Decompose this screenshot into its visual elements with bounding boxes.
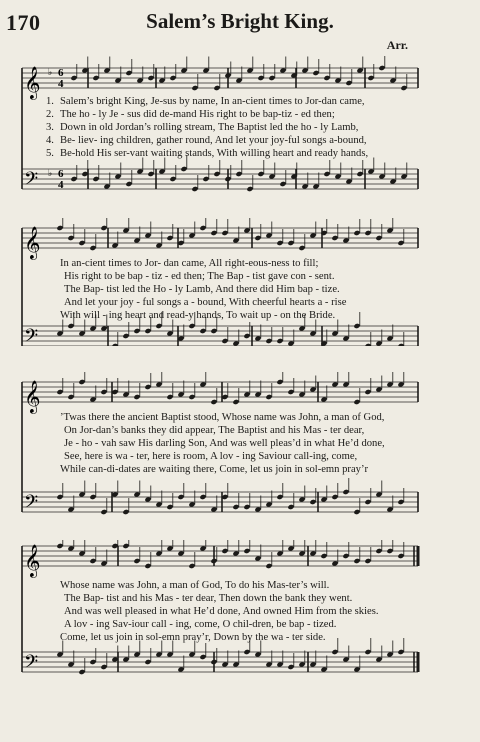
hymn-title: Salem’s Bright King. bbox=[146, 9, 334, 33]
verse-number: 2. bbox=[46, 109, 54, 120]
verse-text: Be- liev- ing children, gather round, And let your joy-ful songs a-bound, bbox=[60, 135, 367, 146]
lyric-line bbox=[60, 412, 384, 424]
verse-text: Come, let us join in sol-emn pray’r, Down by the wa - ter side. bbox=[60, 632, 326, 643]
verse-number: 3. bbox=[46, 122, 54, 133]
lyric-line bbox=[60, 258, 318, 270]
key-flat-icon: ♭ bbox=[48, 68, 53, 78]
lyric-line bbox=[60, 632, 326, 644]
lyric-line bbox=[64, 438, 385, 450]
verse-text: And was well pleased in what He’d done, And owned Him from the skies. bbox=[64, 606, 379, 617]
bass-clef-icon: 𝄢 bbox=[24, 169, 39, 194]
verse-number: 1. bbox=[46, 96, 54, 107]
lyric-line bbox=[64, 619, 336, 631]
lyric-line bbox=[60, 310, 335, 322]
verse-text: Salem’s bright King, Je-sus by name, In an-cient times to Jor-dan came, bbox=[60, 96, 365, 107]
verse-text: Whose name was John, a man of God, To do his Mas-ter’s will. bbox=[60, 580, 330, 591]
verse-text: And let your joy - ful songs a - bound, With cheerful hearts a - rise bbox=[64, 297, 347, 308]
bass-clef-icon: 𝄢 bbox=[24, 652, 39, 677]
lyric-line bbox=[64, 451, 357, 463]
lyric-line bbox=[46, 148, 368, 160]
time-signature-top: 6 bbox=[58, 168, 64, 180]
verse-text: In an-cient times to Jor- dan came, All right-eous-ness to fill; bbox=[60, 258, 319, 269]
verse-text: ’Twas there the ancient Baptist stood, Whose name was John, a man of God, bbox=[60, 412, 385, 423]
lyric-line bbox=[64, 284, 340, 296]
treble-clef-icon: 𝄞 bbox=[24, 544, 41, 577]
bass-staff bbox=[22, 326, 418, 346]
verse-text: Je - ho - vah saw His darling Son, And was well pleas’d in what He’d done, bbox=[64, 438, 385, 449]
arranger-credit: Arr. bbox=[386, 38, 408, 52]
time-signature-bottom: 4 bbox=[58, 78, 64, 90]
bass-clef-icon: 𝄢 bbox=[24, 492, 39, 517]
verse-number: 5. bbox=[46, 148, 54, 159]
treble-clef-icon: 𝄞 bbox=[24, 226, 41, 259]
verse-text: While can-di-dates are waiting there, Come, let us join in sol-emn pray’r bbox=[60, 464, 368, 475]
verse-text: See, here is wa - ter, here is room, A lov - ing Saviour call-ing, come, bbox=[64, 451, 358, 462]
lyric-line bbox=[46, 109, 335, 121]
treble-staff bbox=[22, 546, 418, 566]
hymn-number: 170 bbox=[6, 10, 41, 35]
lyric-line bbox=[64, 606, 379, 618]
lyric-line bbox=[64, 425, 364, 437]
time-signature-bottom: 4 bbox=[58, 179, 64, 191]
lyric-line bbox=[46, 135, 367, 147]
verse-text: Down in old Jordan’s rolling stream, The Baptist led the ho - ly Lamb, bbox=[60, 122, 359, 133]
key-flat-icon: ♭ bbox=[48, 169, 53, 179]
verse-text: On Jor-dan’s banks they did appear, The Baptist and his Mas - ter dear, bbox=[64, 425, 365, 436]
time-signature-top: 6 bbox=[58, 67, 64, 79]
bass-clef-icon: 𝄢 bbox=[24, 326, 39, 346]
lyric-line bbox=[60, 464, 368, 476]
verse-text: The Bap- tist led the Ho - ly Lamb, And there did Him bap - tize. bbox=[64, 284, 340, 295]
verse-text: Be-hold His ser-vant waiting stands, With willing heart and ready hands, bbox=[60, 148, 369, 159]
lyric-line bbox=[64, 593, 352, 605]
verse-text: His right to be bap - tiz - ed then; The Bap - tist gave con - sent. bbox=[64, 271, 335, 282]
verse-text: The Bap- tist and his Mas - ter dear, Then down the bank they went. bbox=[64, 593, 353, 604]
lyric-line bbox=[60, 580, 329, 592]
treble-staff bbox=[22, 382, 418, 402]
verse-number: 4. bbox=[46, 135, 54, 146]
lyric-line bbox=[46, 122, 358, 134]
lyric-line bbox=[46, 96, 365, 108]
verse-text: The ho - ly Je - sus did de-mand His right to be bap-tiz - ed then; bbox=[60, 109, 335, 120]
verse-text: With will - ing heart and read-y hands, To wait up - on the Bride. bbox=[60, 310, 336, 321]
treble-clef-icon: 𝄞 bbox=[24, 66, 41, 99]
lyric-line bbox=[64, 271, 334, 283]
verse-text: A lov - ing Sav-iour call - ing, come, O chil-dren, be bap - tized. bbox=[64, 619, 337, 630]
treble-clef-icon: 𝄞 bbox=[24, 380, 41, 413]
lyric-line bbox=[64, 297, 346, 309]
